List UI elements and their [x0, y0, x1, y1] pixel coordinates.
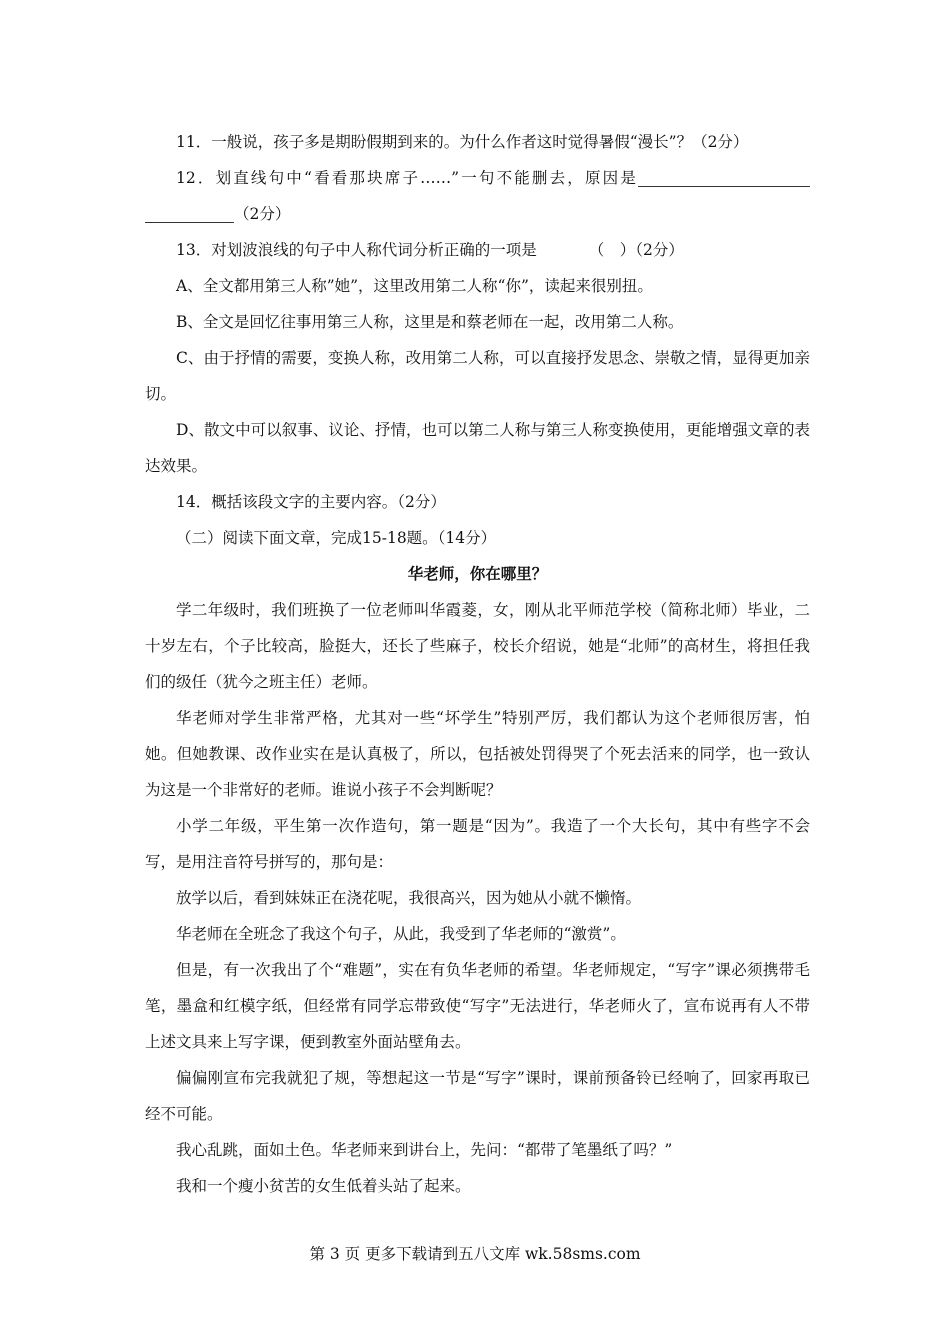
answer-bracket: （ ）（2分） — [588, 241, 684, 259]
answer-blank-continued — [145, 204, 234, 223]
option-c: C、由于抒情的需要，变换人称，改用第二人称，可以直接抒发思念、崇敬之情，显得更加亲切。 — [145, 349, 810, 403]
question-12-text: 12．划直线句中“看看那块席子……”一句不能删去，原因是 — [176, 169, 638, 187]
paragraph: 华老师对学生非常严格，尤其对一些“坏学生”特别严厉，我们都认为这个老师很厉害，怕她。但她教课、改作业实在是认真极了，所以，包括被处罚得哭了个死去活来的同学，也一致认为这是一个非常好的老师。谁说小孩子不会判断呢？ — [145, 709, 810, 799]
answer-blank — [638, 168, 810, 187]
paragraph: 华老师在全班念了我这个句子，从此，我受到了华老师的“激赏”。 — [176, 925, 626, 943]
paragraph: 学二年级时，我们班换了一位老师叫华霞菱，女，刚从北平师范学校（简称北师）毕业，二十岁左右，个子比较高，脸挺大，还长了些麻子，校长介绍说，她是“北师”的高材生，将担任我们的级任（犹今之班主任）老师。 — [145, 601, 810, 691]
question-12 — [145, 160, 810, 232]
option-d: D、散文中可以叙事、议论、抒情，也可以第二人称与第三人称变换使用，更能增强文章的表达效果。 — [145, 421, 810, 475]
question-13 — [145, 232, 810, 268]
question-13-text: 13．对划波浪线的句子中人称代词分析正确的一项是 — [176, 241, 537, 259]
option-b: B、全文是回忆往事用第三人称，这里是和蔡老师在一起，改用第二人称。 — [176, 313, 684, 331]
paragraph: 我心乱跳，面如土色。华老师来到讲台上，先问：“都带了笔墨纸了吗？” — [176, 1141, 673, 1159]
paragraph: 偏偏刚宣布完我就犯了规，等想起这一节是“写字”课时，课前预备铃已经响了，回家再取已经不可能。 — [145, 1069, 810, 1123]
option-a: A、全文都用第三人称”她”，这里改用第二人称“你”，读起来很别扭。 — [176, 277, 653, 295]
paragraph: 我和一个瘦小贫苦的女生低着头站了起来。 — [176, 1177, 471, 1195]
question-12-score: （2分） — [234, 205, 291, 223]
article-title: 华老师，你在哪里？ — [407, 565, 548, 583]
page-footer: 第 3 页 更多下载请到五八文库 wk.58sms.com — [309, 1245, 641, 1263]
document-body — [145, 124, 810, 1204]
section-intro: （二）阅读下面文章，完成15-18题。（14分） — [176, 529, 497, 547]
question-11: 11．一般说，孩子多是期盼假期到来的。为什么作者这时觉得暑假“漫长”？（2分） — [176, 133, 749, 151]
paragraph: 小学二年级，平生第一次作造句，第一题是“因为”。我造了一个大长句，其中有些字不会写，是用注音符号拼写的，那句是： — [145, 817, 810, 871]
question-14: 14．概括该段文字的主要内容。（2分） — [176, 493, 446, 511]
paragraph: 但是，有一次我出了个“难题”，实在有负华老师的希望。华老师规定，“写字”课必须携带毛笔，墨盒和红模字纸，但经常有同学忘带致使“写字”无法进行，华老师火了，宣布说再有人不带上述文具来上写字课，便到教室外面站壁角去。 — [145, 961, 810, 1051]
paragraph: 放学以后，看到妹妹正在浇花呢，我很高兴，因为她从小就不懒惰。 — [176, 889, 642, 907]
